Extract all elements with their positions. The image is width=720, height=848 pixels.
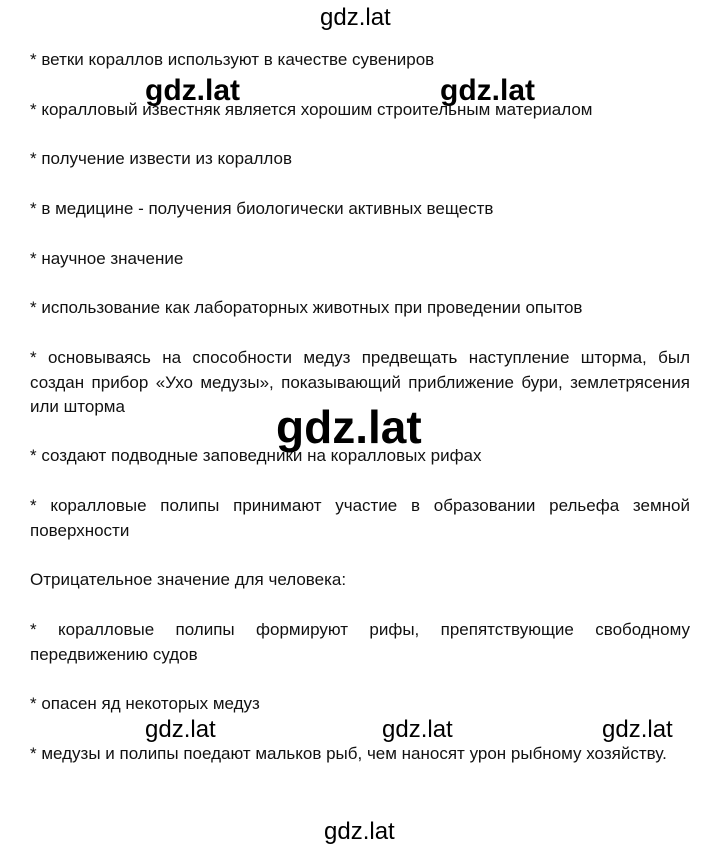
list-item: * создают подводные заповедники на коралловых рифах <box>30 446 482 465</box>
watermark-center: gdz.lat <box>276 401 422 453</box>
list-item: * коралловый известняк является хорошим строительным материалом <box>30 100 593 119</box>
list-item: * получение извести из кораллов <box>30 149 293 168</box>
list-item: * научное значение <box>30 249 184 268</box>
watermark-lower-right: gdz.lat <box>602 716 673 743</box>
list-item: * медузы и полипы поедают мальков рыб, чем наносят урон рыбному хозяйству. <box>30 744 667 763</box>
watermark-bottom: gdz.lat <box>324 818 395 845</box>
section-heading: Отрицательное значение для человека: <box>30 570 347 589</box>
list-item: * опасен яд некоторых медуз <box>30 694 260 713</box>
list-item: * основываясь на способности медуз предвещать наступление шторма, был создан прибор «Ухо медузы», показывающий приближение бури, землетрясения или шторма <box>30 348 690 416</box>
watermark-right-upper: gdz.lat <box>440 74 535 107</box>
watermark-lower-left: gdz.lat <box>145 716 216 743</box>
watermark-top: gdz.lat <box>320 4 391 31</box>
watermark-left-upper: gdz.lat <box>145 74 240 107</box>
watermark-lower-mid: gdz.lat <box>382 716 453 743</box>
list-item: * использование как лабораторных животных при проведении опытов <box>30 298 583 317</box>
list-item: * коралловые полипы принимают участие в образовании рельефа земной поверхности <box>30 496 690 540</box>
list-item: * коралловые полипы формируют рифы, препятствующие свободному передвижению судов <box>30 620 690 664</box>
list-item: * ветки кораллов используют в качестве сувениров <box>30 50 435 69</box>
list-item: * в медицине - получения биологически активных веществ <box>30 199 494 218</box>
